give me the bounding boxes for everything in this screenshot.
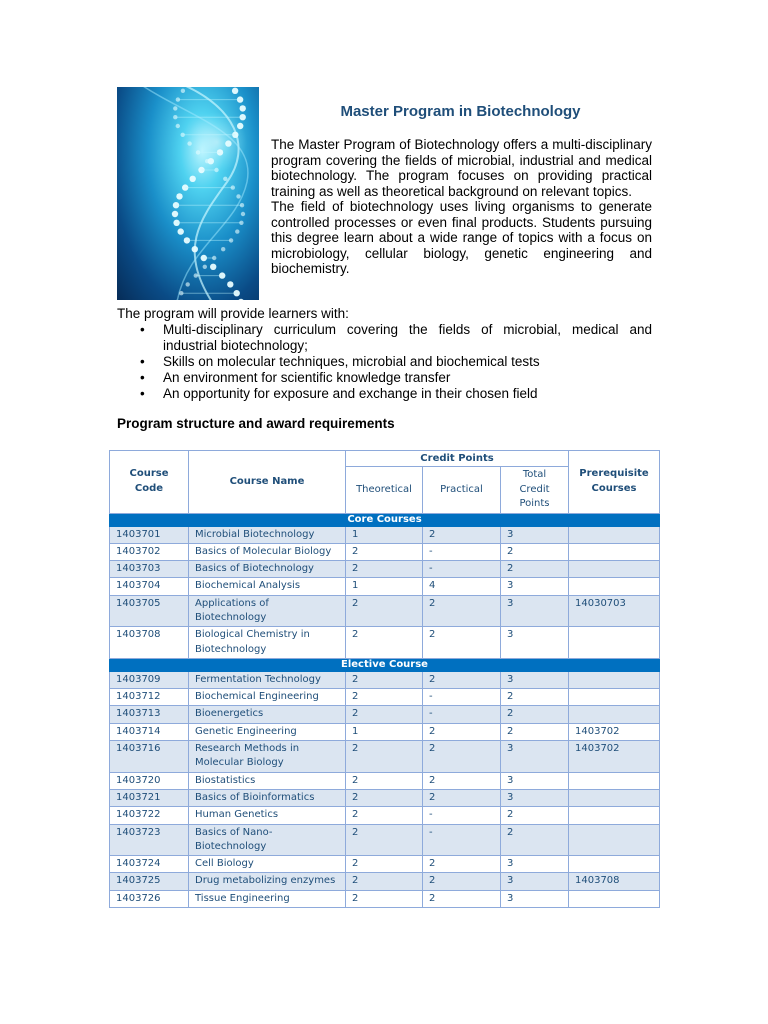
cell-practical: - (423, 561, 501, 578)
helix-dot (173, 106, 177, 110)
cell-practical: 2 (423, 772, 501, 789)
cell-total-credit: 3 (501, 671, 569, 688)
bullet-dot-icon: • (140, 354, 145, 369)
cell-course-name: Microbial Biotechnology (189, 526, 346, 543)
cell-course-name: Biostatistics (189, 772, 346, 789)
table-row (110, 595, 660, 627)
cell-practical: 2 (423, 595, 501, 627)
helix-dot (227, 281, 233, 287)
table-row (110, 543, 660, 560)
header-prerequisite: Prerequisite Courses (569, 451, 660, 514)
intro-text (271, 137, 652, 277)
cell-theoretical: 2 (346, 595, 423, 627)
helix-dot (203, 265, 207, 269)
cell-total-credit: 3 (501, 578, 569, 595)
cell-theoretical: 2 (346, 561, 423, 578)
cell-course-name: Human Genetics (189, 807, 346, 824)
cell-practical: 2 (423, 890, 501, 907)
helix-dot (232, 88, 238, 94)
cell-total-credit: 3 (501, 526, 569, 543)
cell-theoretical: 2 (346, 873, 423, 890)
courses-table (109, 450, 660, 908)
cell-theoretical: 2 (346, 543, 423, 560)
cell-theoretical: 2 (346, 856, 423, 873)
intro-paragraph: The Master Program of Biotechnology offers a multi-disciplinary program covering the fields of microbial, industrial and medical biotechnology. The program focuses on providing practical training as well as theoretical background on relevant topics. (271, 137, 652, 199)
cell-prerequisite (569, 526, 660, 543)
cell-course-code: 1403724 (110, 856, 189, 873)
table-row (110, 671, 660, 688)
helix-dot (236, 194, 240, 198)
cell-course-name: Research Methods in Molecular Biology (189, 741, 346, 773)
helix-dot (181, 89, 185, 93)
helix-dot (176, 193, 182, 199)
cell-practical: - (423, 706, 501, 723)
cell-theoretical: 1 (346, 578, 423, 595)
cell-theoretical: 2 (346, 772, 423, 789)
cell-course-code: 1403726 (110, 890, 189, 907)
list-item (136, 322, 652, 354)
cell-total-credit: 2 (501, 706, 569, 723)
header-course-code: Course Code (110, 451, 189, 514)
cell-practical: 2 (423, 856, 501, 873)
table-row (110, 873, 660, 890)
cell-total-credit: 3 (501, 772, 569, 789)
helix-dot (223, 177, 227, 181)
group-header-row (110, 513, 660, 526)
cell-theoretical: 2 (346, 741, 423, 773)
cell-course-code: 1403721 (110, 789, 189, 806)
cell-practical: 2 (423, 526, 501, 543)
cell-prerequisite (569, 543, 660, 560)
list-item (136, 370, 652, 386)
header-credit-points: Credit Points (346, 451, 569, 467)
cell-practical: - (423, 689, 501, 706)
page-title: Master Program in Biotechnology (340, 103, 581, 120)
table-row (110, 578, 660, 595)
bullet-dot-icon: • (140, 386, 145, 401)
cell-course-code: 1403714 (110, 723, 189, 740)
cell-practical: 4 (423, 578, 501, 595)
bullet-dot-icon: • (140, 370, 145, 385)
table-row (110, 856, 660, 873)
cell-practical: - (423, 543, 501, 560)
cell-course-name: Biological Chemistry in Biotechnology (189, 627, 346, 659)
intro-paragraph: The field of biotechnology uses living organisms to generate controlled processes or even final products. Students pursuing this degree learn about a wide range of topics with a focus on microbiology, cellular biology, genetic engineering and biochemistry. (271, 199, 652, 276)
cell-prerequisite (569, 689, 660, 706)
cell-practical: 2 (423, 627, 501, 659)
cell-practical: - (423, 824, 501, 856)
cell-theoretical: 2 (346, 671, 423, 688)
cell-prerequisite: 1403708 (569, 873, 660, 890)
header-theoretical: Theoretical (346, 467, 423, 514)
cell-course-name: Biochemical Analysis (189, 578, 346, 595)
cell-prerequisite: 1403702 (569, 741, 660, 773)
cell-course-code: 1403725 (110, 873, 189, 890)
cell-prerequisite (569, 627, 660, 659)
cell-prerequisite (569, 856, 660, 873)
cell-theoretical: 2 (346, 789, 423, 806)
cell-practical: 2 (423, 671, 501, 688)
cell-prerequisite: 1403702 (569, 723, 660, 740)
list-item-text: Multi-disciplinary curriculum covering the fields of microbial, medical and industrial biotechnology; (163, 322, 652, 353)
cell-course-code: 1403703 (110, 561, 189, 578)
cell-course-code: 1403720 (110, 772, 189, 789)
cell-prerequisite: 14030703 (569, 595, 660, 627)
cell-total-credit: 3 (501, 873, 569, 890)
table-row (110, 723, 660, 740)
helix-dot (192, 246, 198, 252)
table-row (110, 772, 660, 789)
cell-total-credit: 2 (501, 561, 569, 578)
cell-prerequisite (569, 671, 660, 688)
cell-course-name: Biochemical Engineering (189, 689, 346, 706)
cell-prerequisite (569, 824, 660, 856)
cell-prerequisite (569, 772, 660, 789)
cell-course-name: Basics of Nano-Biotechnology (189, 824, 346, 856)
cell-theoretical: 2 (346, 689, 423, 706)
cell-prerequisite (569, 890, 660, 907)
cell-prerequisite (569, 789, 660, 806)
helix-dot (176, 124, 180, 128)
table-row (110, 561, 660, 578)
table-row (110, 807, 660, 824)
list-item (136, 386, 652, 402)
helix-dot (186, 282, 190, 286)
header-practical: Practical (423, 467, 501, 514)
table-row (110, 890, 660, 907)
benefits-lead: The program will provide learners with: (117, 306, 349, 321)
helix-dot (172, 211, 178, 217)
cell-course-code: 1403702 (110, 543, 189, 560)
helix-dot (221, 247, 225, 251)
cell-course-name: Basics of Biotechnology (189, 561, 346, 578)
cell-total-credit: 2 (501, 723, 569, 740)
cell-theoretical: 2 (346, 890, 423, 907)
table-row (110, 706, 660, 723)
cell-course-code: 1403712 (110, 689, 189, 706)
cell-course-code: 1403704 (110, 578, 189, 595)
group-header-row (110, 658, 660, 671)
cell-course-code: 1403705 (110, 595, 189, 627)
cell-theoretical: 2 (346, 706, 423, 723)
table-row (110, 824, 660, 856)
cell-prerequisite (569, 561, 660, 578)
dna-helix-image (117, 87, 259, 300)
cell-total-credit: 3 (501, 741, 569, 773)
cell-theoretical: 1 (346, 723, 423, 740)
cell-course-name: Basics of Molecular Biology (189, 543, 346, 560)
helix-dot (235, 229, 239, 233)
helix-dot (178, 228, 184, 234)
bullet-dot-icon: • (140, 322, 145, 337)
list-item-text: An opportunity for exposure and exchange in their chosen field (163, 386, 538, 401)
cell-total-credit: 2 (501, 689, 569, 706)
cell-course-code: 1403708 (110, 627, 189, 659)
helix-dot (210, 264, 216, 270)
benefits-list (136, 322, 652, 402)
cell-total-credit: 3 (501, 856, 569, 873)
cell-total-credit: 2 (501, 824, 569, 856)
helix-dot (241, 212, 245, 216)
cell-total-credit: 3 (501, 627, 569, 659)
cell-total-credit: 3 (501, 595, 569, 627)
cell-total-credit: 2 (501, 543, 569, 560)
cell-theoretical: 2 (346, 824, 423, 856)
cell-course-code: 1403713 (110, 706, 189, 723)
cell-practical: - (423, 807, 501, 824)
cell-theoretical: 2 (346, 807, 423, 824)
helix-dot (190, 176, 196, 182)
table-row (110, 741, 660, 773)
header-course-name: Course Name (189, 451, 346, 514)
cell-course-code: 1403723 (110, 824, 189, 856)
cell-theoretical: 2 (346, 627, 423, 659)
cell-course-code: 1403716 (110, 741, 189, 773)
cell-practical: 2 (423, 789, 501, 806)
cell-total-credit: 3 (501, 789, 569, 806)
cell-course-name: Tissue Engineering (189, 890, 346, 907)
cell-practical: 2 (423, 741, 501, 773)
cell-course-code: 1403722 (110, 807, 189, 824)
list-item-text: Skills on molecular techniques, microbial and biochemical tests (163, 354, 540, 369)
list-item-text: An environment for scientific knowledge transfer (163, 370, 451, 385)
cell-total-credit: 3 (501, 890, 569, 907)
cell-course-code: 1403701 (110, 526, 189, 543)
table-row (110, 689, 660, 706)
group-label: Elective Course (110, 658, 660, 671)
cell-course-name: Bioenergetics (189, 706, 346, 723)
cell-course-name: Basics of Bioinformatics (189, 789, 346, 806)
cell-theoretical: 1 (346, 526, 423, 543)
cell-prerequisite (569, 807, 660, 824)
cell-course-name: Fermentation Technology (189, 671, 346, 688)
table-row (110, 526, 660, 543)
table-row (110, 789, 660, 806)
helix-dot (240, 105, 246, 111)
helix-dot (238, 299, 244, 300)
cell-prerequisite (569, 706, 660, 723)
cell-course-name: Genetic Engineering (189, 723, 346, 740)
cell-practical: 2 (423, 873, 501, 890)
courses-table-body (110, 513, 660, 908)
cell-practical: 2 (423, 723, 501, 740)
cell-prerequisite (569, 578, 660, 595)
cell-course-name: Cell Biology (189, 856, 346, 873)
cell-total-credit: 2 (501, 807, 569, 824)
list-item (136, 354, 652, 370)
section-heading: Program structure and award requirements (117, 416, 395, 431)
cell-course-name: Applications of Biotechnology (189, 595, 346, 627)
table-row (110, 627, 660, 659)
cell-course-name: Drug metabolizing enzymes (189, 873, 346, 890)
cell-course-code: 1403709 (110, 671, 189, 688)
header-total: Total Credit Points (501, 467, 569, 514)
group-label: Core Courses (110, 513, 660, 526)
